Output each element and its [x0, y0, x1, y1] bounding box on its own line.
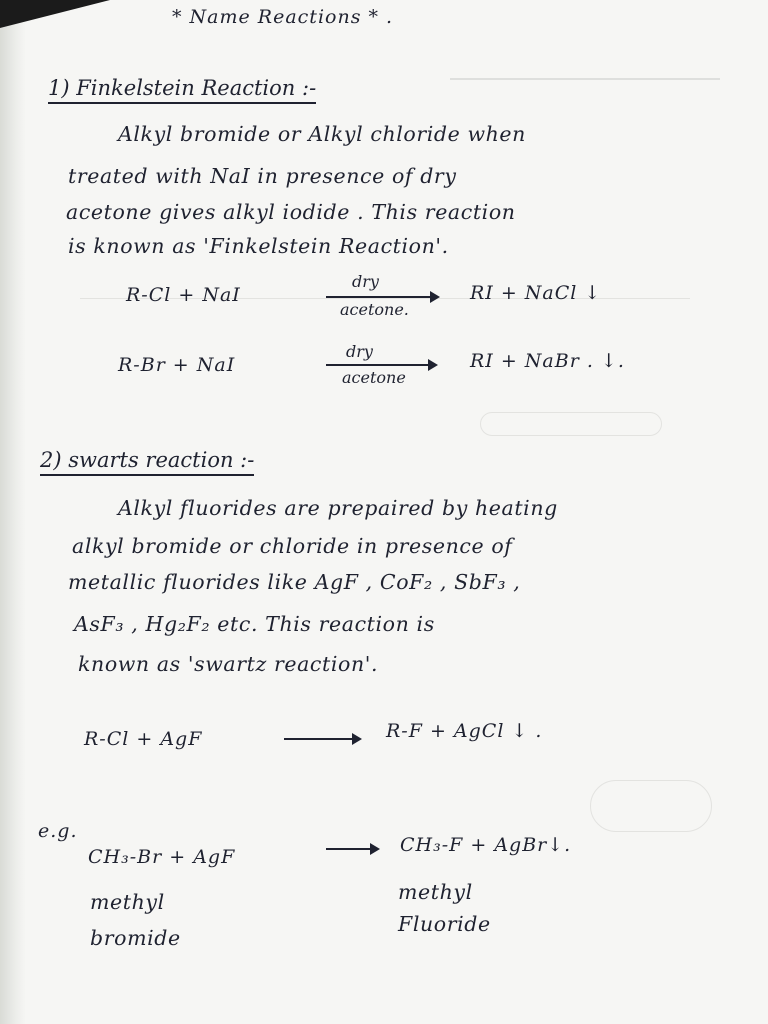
finkelstein-line-1: Alkyl bromide or Alkyl chloride when [118, 122, 526, 146]
finkelstein-eq2-left: R-Br + NaI [118, 354, 236, 376]
finkelstein-eq2-above: dry [346, 342, 373, 361]
show-through-mark [450, 58, 720, 80]
reactant-name-line-1: methyl [90, 890, 165, 914]
reaction-arrow [326, 848, 378, 850]
page-binding-shadow [0, 0, 26, 1024]
finkelstein-eq1-above: dry [352, 272, 379, 291]
example-eq-left: CH₃-Br + AgF [88, 846, 236, 868]
example-label: e.g. [38, 820, 78, 842]
swarts-heading-text: 2) swarts reaction :- [40, 448, 254, 476]
show-through-mark [590, 780, 712, 832]
swarts-line-1: Alkyl fluorides are prepaired by heating [118, 496, 558, 520]
finkelstein-eq1-right: RI + NaCl ↓ [470, 282, 602, 304]
swarts-line-2: alkyl bromide or chloride in presence of [72, 534, 513, 558]
swarts-eq1-left: R-Cl + AgF [84, 728, 203, 750]
finkelstein-eq1-left: R-Cl + NaI [126, 284, 241, 306]
swarts-line-5: known as 'swartz reaction'. [78, 652, 379, 676]
reactant-name-line-2: bromide [90, 926, 181, 950]
reaction-arrow [284, 738, 360, 740]
finkelstein-line-4: is known as 'Finkelstein Reaction'. [68, 234, 449, 258]
product-name-line-1: methyl [398, 880, 473, 904]
finkelstein-line-2: treated with NaI in presence of dry [68, 164, 457, 188]
reaction-arrow [326, 364, 436, 366]
swarts-line-3: metallic fluorides like AgF , CoF₂ , SbF₃ , [68, 570, 521, 594]
finkelstein-eq2-right: RI + NaBr . ↓. [470, 350, 625, 372]
show-through-mark [480, 412, 662, 436]
swarts-heading [40, 448, 254, 472]
finkelstein-line-3: acetone gives alkyl iodide . This reaction [66, 200, 516, 224]
page-title: * Name Reactions * . [172, 6, 394, 28]
swarts-line-4: AsF₃ , Hg₂F₂ etc. This reaction is [74, 612, 435, 636]
finkelstein-eq2-below: acetone [342, 368, 406, 387]
finkelstein-heading-text: 1) Finkelstein Reaction :- [48, 76, 316, 104]
dark-corner [0, 0, 110, 28]
product-name-line-2: Fluoride [398, 912, 491, 936]
finkelstein-heading [48, 76, 316, 100]
finkelstein-eq1-below: acetone. [340, 300, 409, 319]
reaction-arrow [326, 296, 438, 298]
swarts-eq1-right: R-F + AgCl ↓ . [386, 720, 543, 742]
example-eq-right: CH₃-F + AgBr↓. [400, 834, 572, 856]
